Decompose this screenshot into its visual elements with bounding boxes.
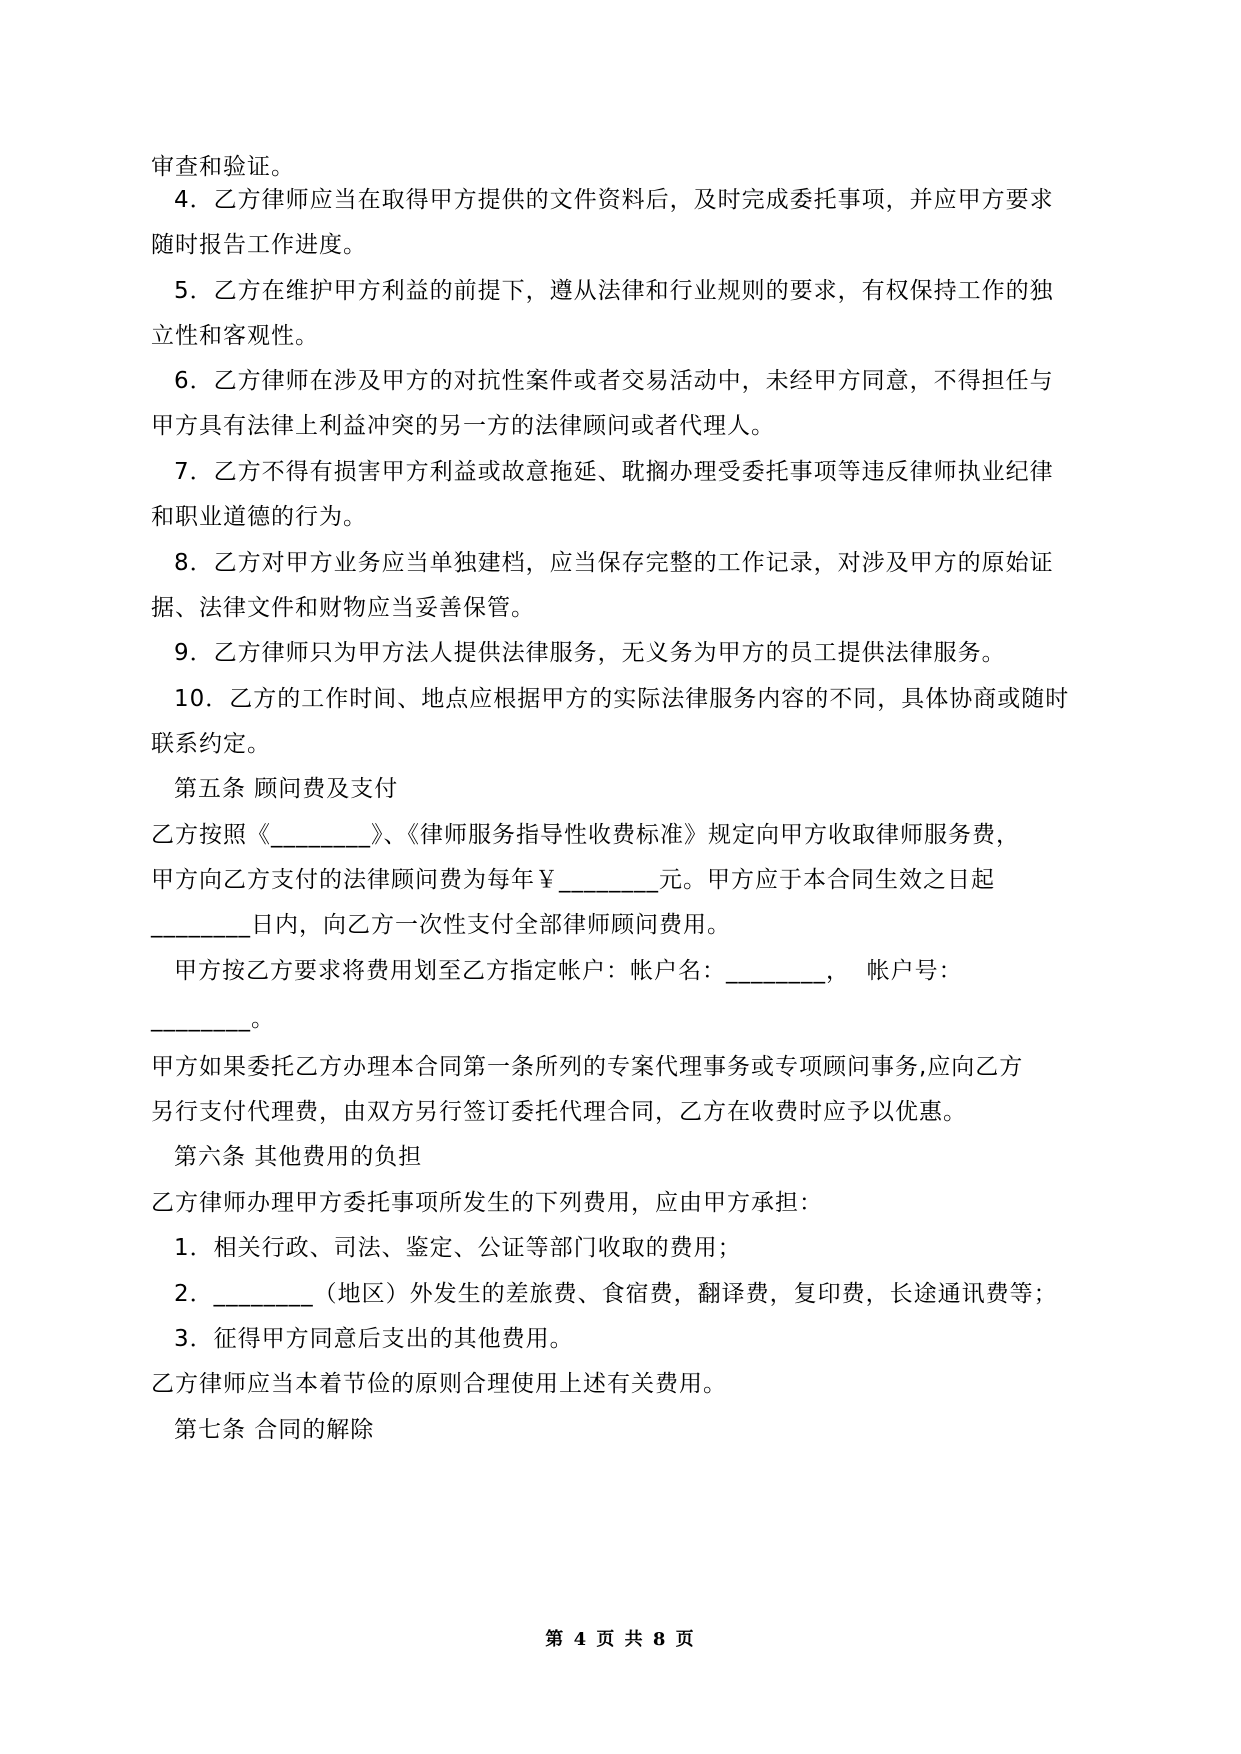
body-line: ________。: [151, 1006, 275, 1032]
body-line: 甲方向乙方支付的法律顾问费为每年￥________元。甲方应于本合同生效之日起: [151, 867, 995, 893]
section-heading: 第七条 合同的解除: [174, 1417, 375, 1443]
body-line: 联系约定。: [151, 731, 271, 757]
body-line: 乙方按照《________》、《律师服务指导性收费标准》规定向甲方收取律师服务费，: [151, 822, 1020, 848]
body-line: 立性和客观性。: [151, 323, 319, 349]
body-line: 6．乙方律师在涉及甲方的对抗性案件或者交易活动中，未经甲方同意，不得担任与: [174, 368, 1054, 394]
page-number-footer: 第 4 页 共 8 页: [545, 1629, 696, 1650]
body-line: 2．________（地区）外发生的差旅费、食宿费，翻译费，复印费，长途通讯费等；: [174, 1281, 1058, 1307]
body-line: 3．征得甲方同意后支出的其他费用。: [174, 1326, 574, 1352]
section-heading: 第六条 其他费用的负担: [174, 1144, 423, 1170]
body-line: 4．乙方律师应当在取得甲方提供的文件资料后，及时完成委托事项，并应甲方要求: [174, 187, 1054, 213]
body-line: 9．乙方律师只为甲方法人提供法律服务，无义务为甲方的员工提供法律服务。: [174, 640, 1006, 666]
body-line: 甲方如果委托乙方办理本合同第一条所列的专案代理事务或专项顾问事务,应向乙方: [151, 1054, 1024, 1080]
body-line: 随时报告工作进度。: [151, 232, 367, 258]
body-line: 8．乙方对甲方业务应当单独建档，应当保存完整的工作记录，对涉及甲方的原始证: [174, 550, 1054, 576]
body-line: 据、法律文件和财物应当妥善保管。: [151, 595, 535, 621]
body-line: 甲方按乙方要求将费用划至乙方指定帐户：帐户名：________， 帐户号：: [174, 958, 963, 984]
body-line: 乙方律师办理甲方委托事项所发生的下列费用，应由甲方承担：: [151, 1190, 823, 1216]
section-heading: 第五条 顾问费及支付: [174, 776, 399, 802]
body-line: 乙方律师应当本着节俭的原则合理使用上述有关费用。: [151, 1371, 727, 1397]
body-line: 1．相关行政、司法、鉴定、公证等部门收取的费用；: [174, 1235, 742, 1261]
body-line: ________日内，向乙方一次性支付全部律师顾问费用。: [151, 912, 731, 938]
body-line: 和职业道德的行为。: [151, 504, 367, 530]
body-line: 审查和验证。: [151, 154, 295, 180]
body-line: 10．乙方的工作时间、地点应根据甲方的实际法律服务内容的不同，具体协商或随时: [174, 686, 1070, 712]
body-line: 7．乙方不得有损害甲方利益或故意拖延、耽搁办理受委托事项等违反律师执业纪律: [174, 459, 1054, 485]
body-line: 甲方具有法律上利益冲突的另一方的法律顾问或者代理人。: [151, 413, 775, 439]
body-line: 另行支付代理费，由双方另行签订委托代理合同，乙方在收费时应予以优惠。: [151, 1099, 967, 1125]
body-line: 5．乙方在维护甲方利益的前提下，遵从法律和行业规则的要求，有权保持工作的独: [174, 278, 1054, 304]
